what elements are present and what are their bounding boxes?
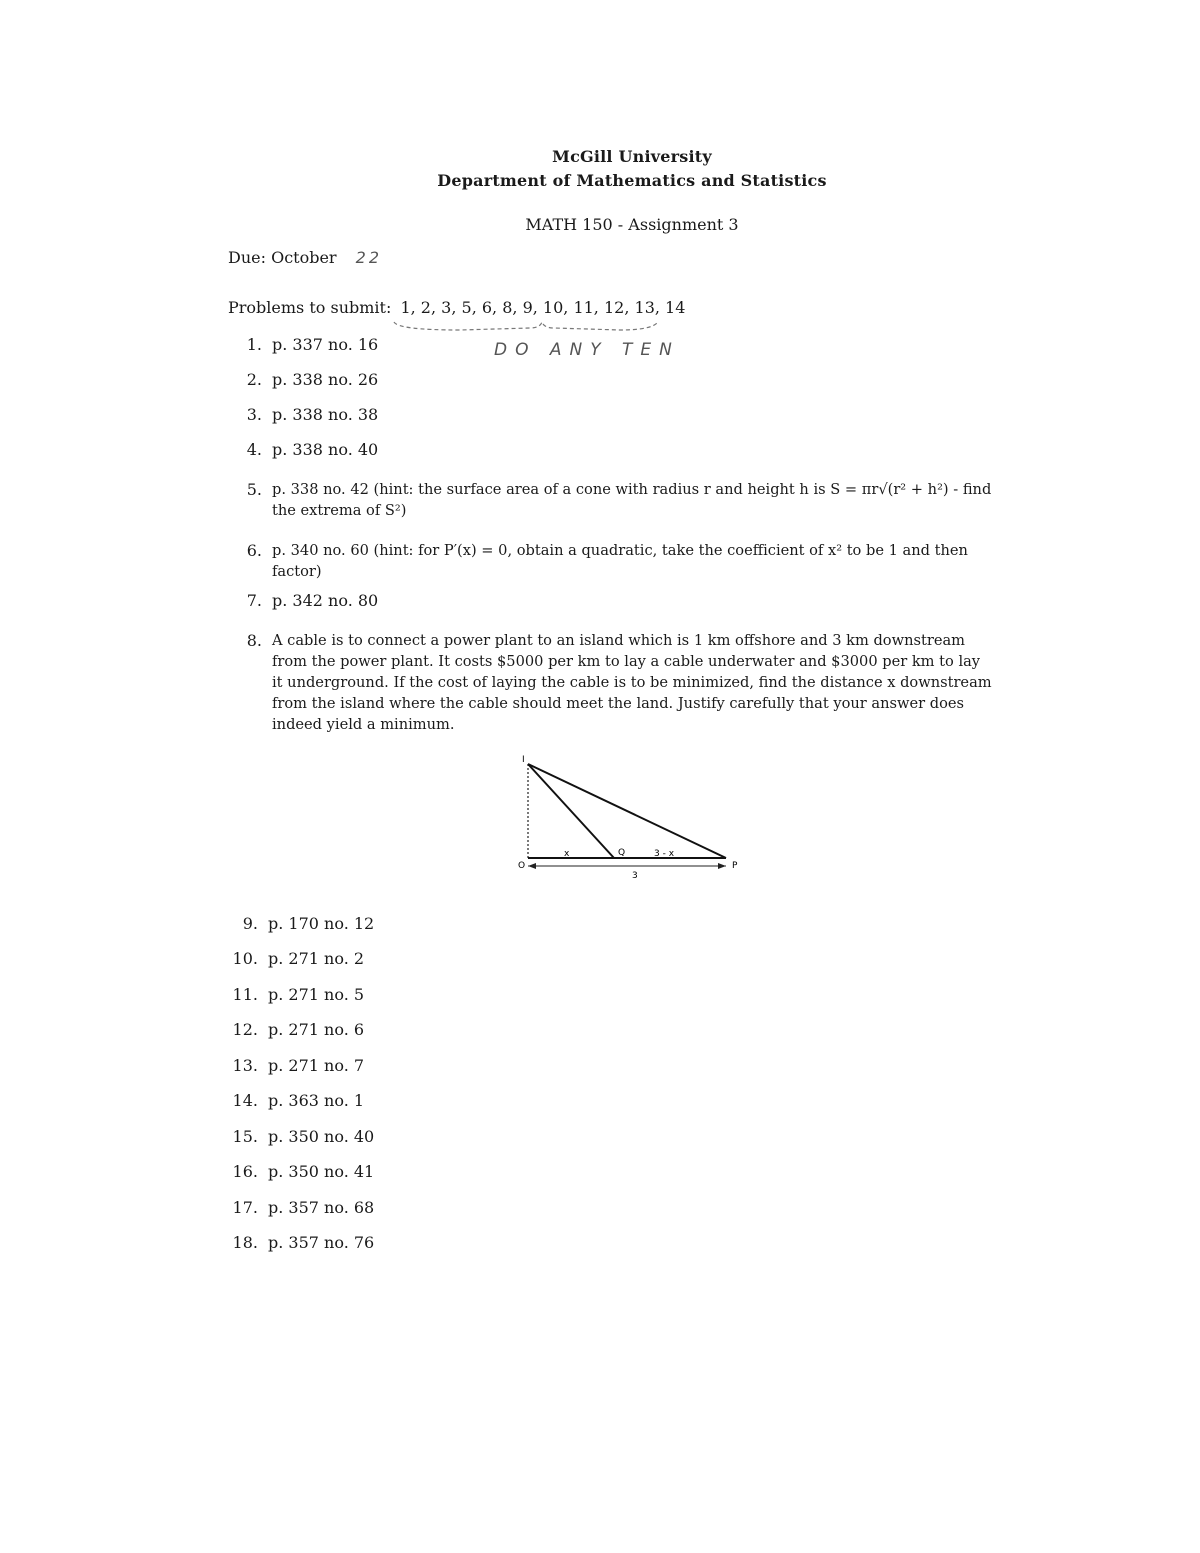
list-item: 17. p. 357 no. 68 <box>232 1198 375 1217</box>
label-origin: O <box>518 861 526 871</box>
arrow-left-icon <box>528 863 536 869</box>
list-item: 11. p. 271 no. 5 <box>232 985 365 1004</box>
label-plant: P <box>732 861 738 871</box>
list-item: 5. p. 338 no. 42 (hint: the surface area of a cone with radius r and height h is S = πr√(r² + h²) - find the extrema of S²) <box>246 480 992 519</box>
department-title: Department of Mathematics and Statistics <box>437 171 827 190</box>
problems-to-submit-list: 1, 2, 3, 5, 6, 8, 9, 10, 11, 12, 13, 14 <box>400 298 686 317</box>
problems-to-submit-label: Problems to submit: <box>228 298 392 317</box>
list-item: 9. p. 170 no. 12 <box>242 914 375 933</box>
list-item: 18. p. 357 no. 76 <box>232 1233 375 1252</box>
list-item: 2. p. 338 no. 26 <box>246 370 379 389</box>
arrow-right-icon <box>718 863 726 869</box>
list-item: 13. p. 271 no. 7 <box>232 1056 365 1075</box>
due-line <box>228 248 382 267</box>
list-item: 8. A cable is to connect a power plant to an island which is 1 km offshore and 3 km downstream from the power plant. It costs $5000 per km to lay a cable underwater and $3000 per km to lay it underground. If the cost of laying the cable is to be minimized, find the distance x downstream from the island where the cable should meet the land. Justify carefully that your answer does indeed yield a minimum. <box>246 631 992 733</box>
label-3: 3 <box>632 871 638 881</box>
handwritten-note: DO ANY TEN <box>494 340 680 360</box>
label-3-minus-x: 3 - x <box>654 849 675 859</box>
problems-to-submit-line <box>228 298 685 317</box>
underwater-cable <box>528 764 614 858</box>
label-point: Q <box>618 848 626 858</box>
list-item: 7. p. 342 no. 80 <box>246 591 379 610</box>
label-island: I <box>522 755 525 765</box>
label-x: x <box>564 849 570 859</box>
list-item: 1. p. 337 no. 16 <box>246 335 379 354</box>
cable-diagram <box>514 752 744 882</box>
university-title: McGill University <box>552 147 712 166</box>
list-item: 3. p. 338 no. 38 <box>246 405 379 424</box>
course-title: MATH 150 - Assignment 3 <box>525 215 739 234</box>
due-label: Due: October <box>228 248 337 267</box>
list-item: 15. p. 350 no. 40 <box>232 1127 375 1146</box>
list-item: 14. p. 363 no. 1 <box>232 1091 365 1110</box>
list-item: 12. p. 271 no. 6 <box>232 1020 365 1039</box>
list-item: 10. p. 271 no. 2 <box>232 949 365 968</box>
list-item: 6. p. 340 no. 60 (hint: for P′(x) = 0, obtain a quadratic, take the coefficient of x² to be 1 and then factor) <box>246 541 968 580</box>
direct-line <box>528 764 726 858</box>
due-date-handwritten: 22 <box>355 248 383 267</box>
list-item: 16. p. 350 no. 41 <box>232 1162 375 1181</box>
list-item: 4. p. 338 no. 40 <box>246 440 379 459</box>
